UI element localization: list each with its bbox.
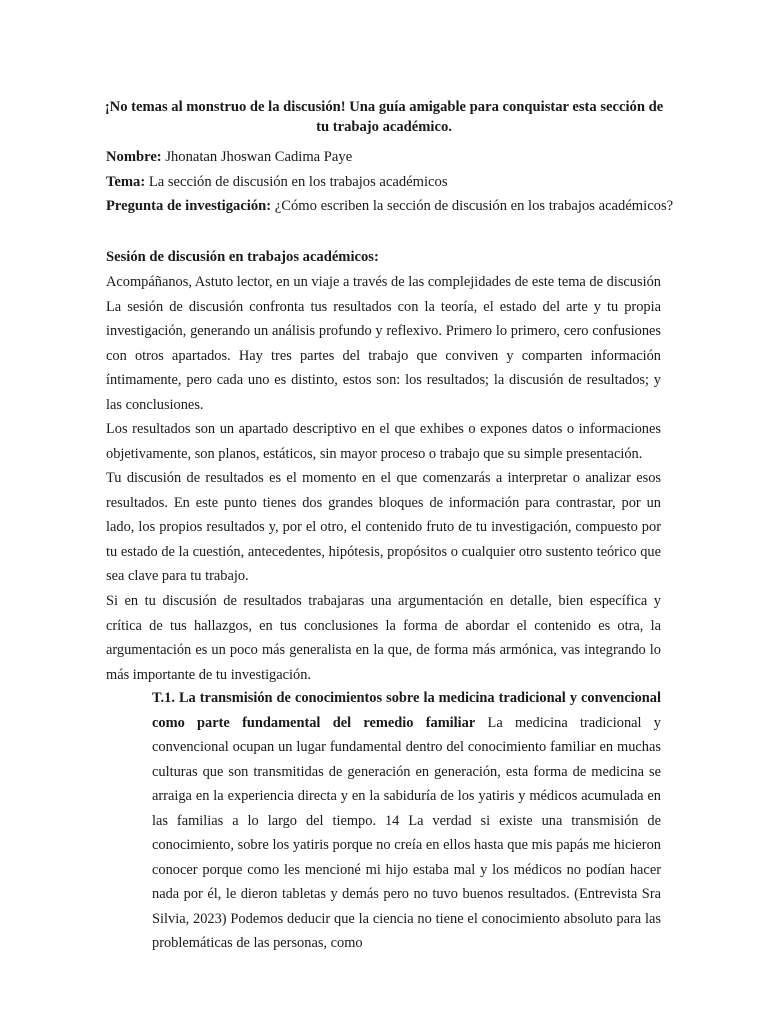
- author-line: [106, 147, 666, 167]
- quote-bold-lead: T.1. La transmisión de conocimientos sobre la medicina tradicional y convencional como parte fundamental del remedio familiar: [152, 690, 661, 731]
- question-label: Pregunta de investigación:: [106, 198, 272, 214]
- name-value: Jhonatan Jhoswan Cadima Paye: [161, 149, 353, 165]
- paragraph-conclusions: Si en tu discusión de resultados trabajaras una argumentación en detalle, bien específica y crítica de tus hallazgos, en tus conclusiones la forma de abordar el contenido es otra, la argumentación es un poco más generalista en la que, de forma más armónica, vas integrando lo más importante de tu investigación.: [106, 593, 661, 683]
- topic-value: La sección de discusión en los trabajos académicos: [145, 174, 448, 190]
- topic-line: [106, 172, 666, 192]
- name-label: Nombre:: [106, 149, 162, 165]
- quote-body: La medicina tradicional y convencional ocupan un lugar fundamental dentro del conocimiento familiar en muchas culturas que son transmitidas de generación en generación, esta forma de medicina se arraiga en la experiencia directa y en la sabiduría de los yatiris y médicos acumulada en las familias a lo largo del tiempo. 14 La verdad si existe una transmisión de conocimiento, sobre los yatiris porque no creía en ellos hasta que mis papás me hicieron conocer porque como les mencioné mi hijo estaba mal y los médicos no podían hacer nada por él, le dieron tabletas y demás pero no tuvo buenos resultados. (Entrevista Sra Silvia, 2023) Podemos deducir que la ciencia no tiene el conocimiento absoluto para las problemáticas de las personas, como: [152, 714, 661, 951]
- paragraph-results: Los resultados son un apartado descriptivo en el que exhibes o expones datos o informaciones objetivamente, son planos, estáticos, sin mayor proceso o trabajo que su simple presentación.: [106, 421, 661, 462]
- quote-block: [152, 686, 661, 956]
- document-title: ¡No temas al monstruo de la discusión! Una guía amigable para conquistar esta sección de tu trabajo académico.: [104, 99, 664, 135]
- paragraph-discussion: Tu discusión de resultados es el momento en el que comenzarás a interpretar o analizar esos resultados. En este punto tienes dos grandes bloques de información para contrastar, por un lado, los propios resultados y, por el otro, el contenido fruto de tu investigación, compuesto por tu estado de la cuestión, antecedentes, hipótesis, propósitos o cualquier otro sustento teórico que sea clave para tu trabajo.: [106, 470, 661, 584]
- topic-label: Tema:: [106, 174, 146, 190]
- question-value: ¿Cómo escriben la sección de discusión en los trabajos académicos?: [271, 198, 674, 214]
- paragraph-intro: Acompáñanos, Astuto lector, en un viaje a través de las complejidades de este tema de discusión La sesión de discusión confronta tus resultados con la teoría, el estado del arte y tu propia investigación, generando un análisis profundo y reflexivo. Primero lo primero, cero confusiones con otros apartados. Hay tres partes del trabajo que conviven y comparten información íntimamente, pero cada uno es distinto, estos son: los resultados; la discusión de resultados; y las conclusiones.: [106, 274, 661, 413]
- research-question-line: [106, 196, 674, 216]
- section-heading: Sesión de discusión en trabajos académicos:: [106, 249, 379, 265]
